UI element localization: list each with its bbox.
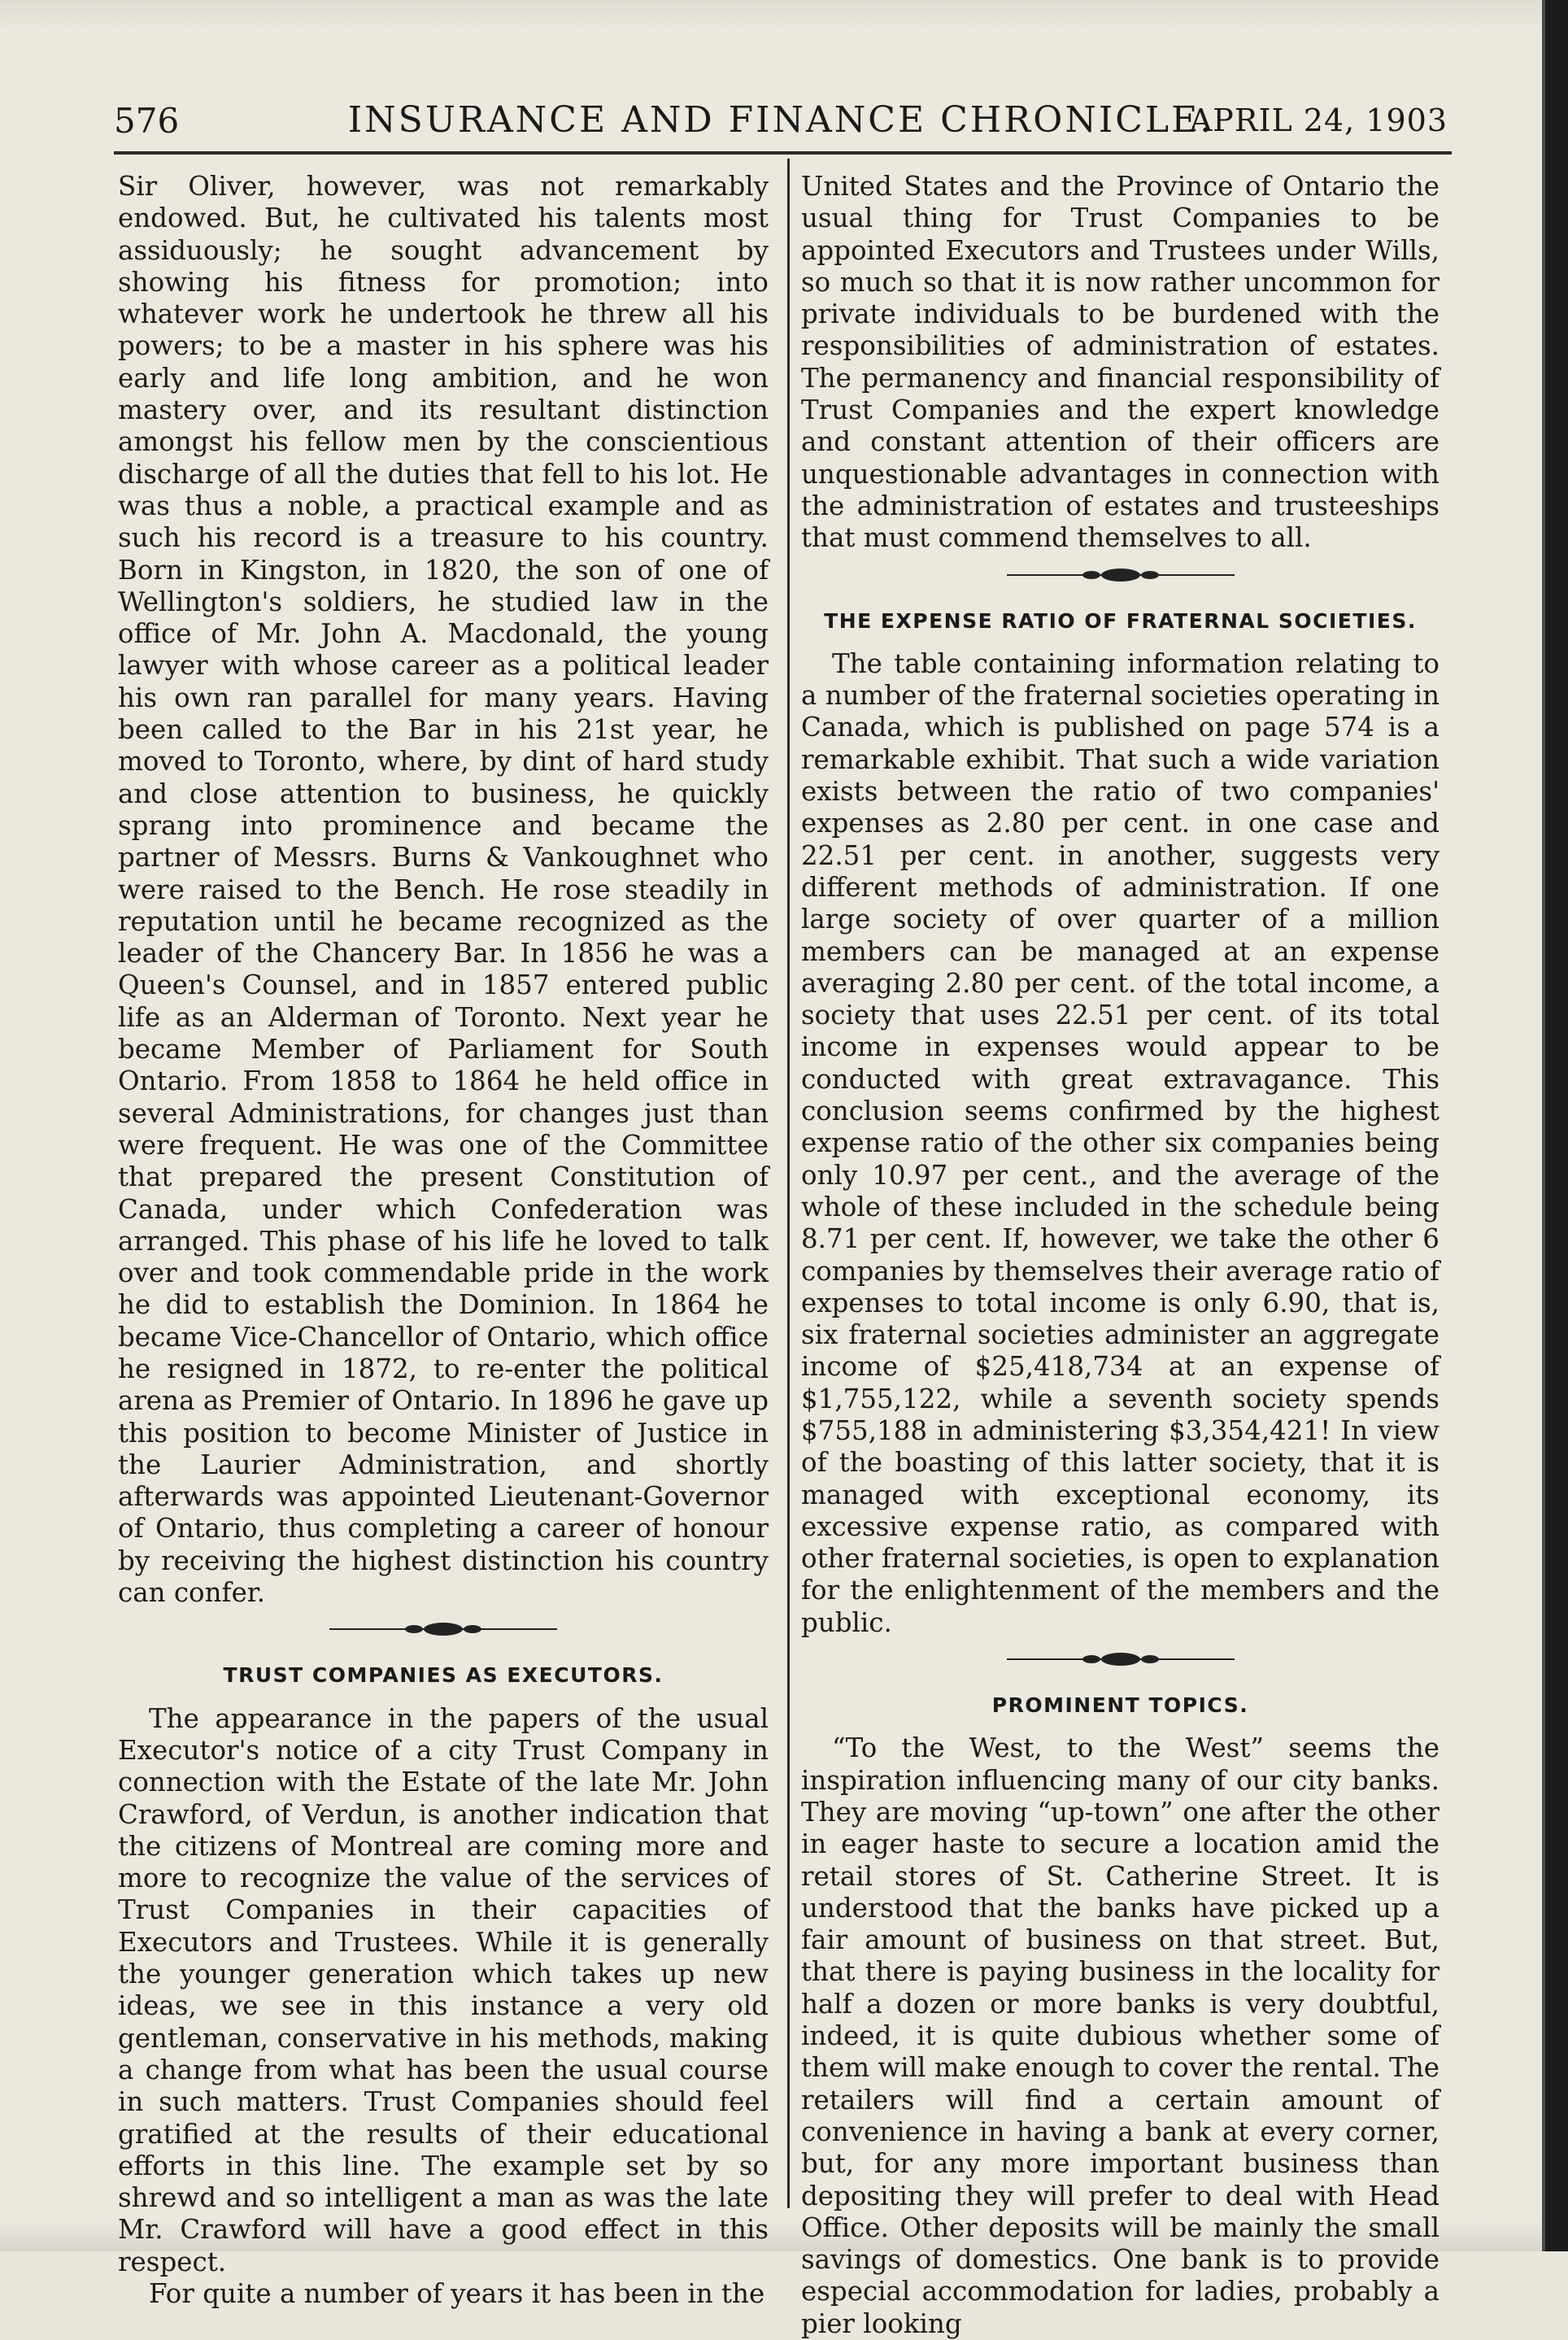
article-trust-companies-end: United States and the Province of Ontario the usual thing for Trust Companies to be appointed Executors and Trustees under Wills, so much so that it is now rather uncommon for private individuals to be burdened with the responsibilities of administration of estates. The permanency and financial responsibility of Trust Companies and the expert knowledge and constant attention of their officers are unquestionable advantages in connection with the administration of estates and trusteeships that must commend themselves to all. [801, 171, 1440, 554]
issue-date: APRIL 24, 1903 [1189, 102, 1448, 138]
journal-title: INSURANCE AND FINANCE CHRONICLE. [347, 99, 1214, 141]
article-trust-companies-continued: For quite a number of years it has been in the [149, 2278, 765, 2309]
scan-edge-shadow [1545, 0, 1568, 2251]
article-prominent-topics-text: “To the West, to the West” seems the inspiration influencing many of our city banks. They are moving “up-town” one after the other in eager haste to secure a location amid the retail stores of St. Catherine Street. It is understood that the banks have picked up a fair amount of business on that street. But, that there is paying business in the locality for half a dozen or more banks is very doubtful, indeed, it is quite dubious whether some of them will make enough to cover the rental. The retailers will find a certain amount of convenience in having a bank at every corner, but, for any more important business than depositing they will prefer to deal with Head Office. Other deposits will be mainly the small savings of domestics. One bank is to provide especial accommodation for ladies, probably a pier looking [801, 1732, 1440, 2339]
ornament-divider-icon [1007, 566, 1235, 584]
heading-prominent-topics: PROMINENT TOPICS. [991, 1693, 1249, 1718]
heading-expense-ratio: THE EXPENSE RATIO OF FRATERNAL SOCIETIES. [824, 608, 1417, 633]
article-trust-companies-text: The appearance in the papers of the usual Executor's notice of a city Trust Company in connection with the Estate of the late Mr. John Crawford, of Verdun, is another indication that the citizens of Montreal are coming more and more to recognize the value of the services of Trust Companies in their capacities of Executors and Trustees. While it is generally the younger generation which takes up new ideas, we see in this instance a very old gentleman, conservative in his methods, making a change from what has been the usual course in such matters. Trust Companies should feel gratified at the results of their educational efforts in this line. The example set by so shrewd and so intelligent a man as was the late Mr. Crawford will have a good effect in this respect. [118, 1702, 769, 2277]
header-rule [114, 151, 1452, 155]
left-column [118, 171, 769, 2310]
article-oliver-mowat-text: Sir Oliver, however, was not remarkably endowed. But, he cultivated his talents most assiduously; he sought advancement by showing his fitness for promotion; into whatever work he undertook he threw all his powers; to be a master in his sphere was his early and life long ambition, and he won mastery over, and its resultant distinction amongst his fellow men by the conscientious discharge of all the duties that fell to his lot. He was thus a noble, a practical example and as such his record is a treasure to his country. Born in Kingston, in 1820, the son of one of Wellington's soldiers, he studied law in the office of Mr. John A. Macdonald, the young lawyer with whose career as a political leader his own ran parallel for many years. Having been called to the Bar in his 21st year, he moved to Toronto, where, by dint of hard study and close attention to business, he quickly sprang into prominence and became the partner of Messrs. Burns & Vankoughnet who were raised to the Bench. He rose steadily in reputation until he became recognized as the leader of the Chancery Bar. In 1856 he was a Queen's Counsel, and in 1857 entered public life as an Alderman of Toronto. Next year he became Member of Parliament for South Ontario. From 1858 to 1864 he held office in several Administrations, for changes just than were frequent. He was one of the Committee that prepared the present Constitution of Canada, under which Confederation was arranged. This phase of his life he loved to talk over and took commendable pride in the work he did to establish the Dominion. In 1864 he became Vice-Chancellor of Ontario, which office he resigned in 1872, to re-enter the political arena as Premier of Ontario. In 1896 he gave up this position to become Minister of Justice in the Laurier Administration, and shortly afterwards was appointed Lieutenant-Governor of Ontario, thus completing a career of honour by receiving the highest distinction his country can confer. [118, 171, 769, 1609]
right-column [801, 171, 1440, 2340]
column-divider [787, 159, 790, 2208]
scan-edge-line [1542, 0, 1545, 2251]
heading-trust-companies: TRUST COMPANIES AS EXECUTORS. [223, 1663, 664, 1688]
ornament-divider-icon [1007, 1650, 1235, 1668]
running-header [114, 96, 1448, 145]
page-number: 576 [114, 101, 180, 141]
article-expense-ratio-text: The table containing information relating to a number of the fraternal societies operating in Canada, which is published on page 574 is a remarkable exhibit. That such a wide variation exists between the ratio of two companies' expenses as 2.80 per cent. in one case and 22.51 per cent. in another, suggests very different methods of administration. If one large society of over quarter of a million members can be managed at an expense averaging 2.80 per cent. of the total income, a society that uses 22.51 per cent. of its total income in expenses would appear to be conducted with great extravagance. This conclusion seems confirmed by the highest expense ratio of the other six companies being only 10.97 per cent., and the average of the whole of these included in the schedule being 8.71 per cent. If, however, we take the other 6 companies by themselves their average ratio of expenses to total income is only 6.90, that is, six fraternal societies administer an aggregate income of $25,418,734 at an expense of $1,755,122, while a seventh society spends $755,188 in administering $3,354,421! In view of the boasting of this latter society, that it is managed with exceptional economy, its excessive expense ratio, as compared with other fraternal societies, is open to explanation for the enlightenment of the members and the public. [801, 647, 1440, 1638]
ornament-divider-icon [329, 1620, 557, 1638]
